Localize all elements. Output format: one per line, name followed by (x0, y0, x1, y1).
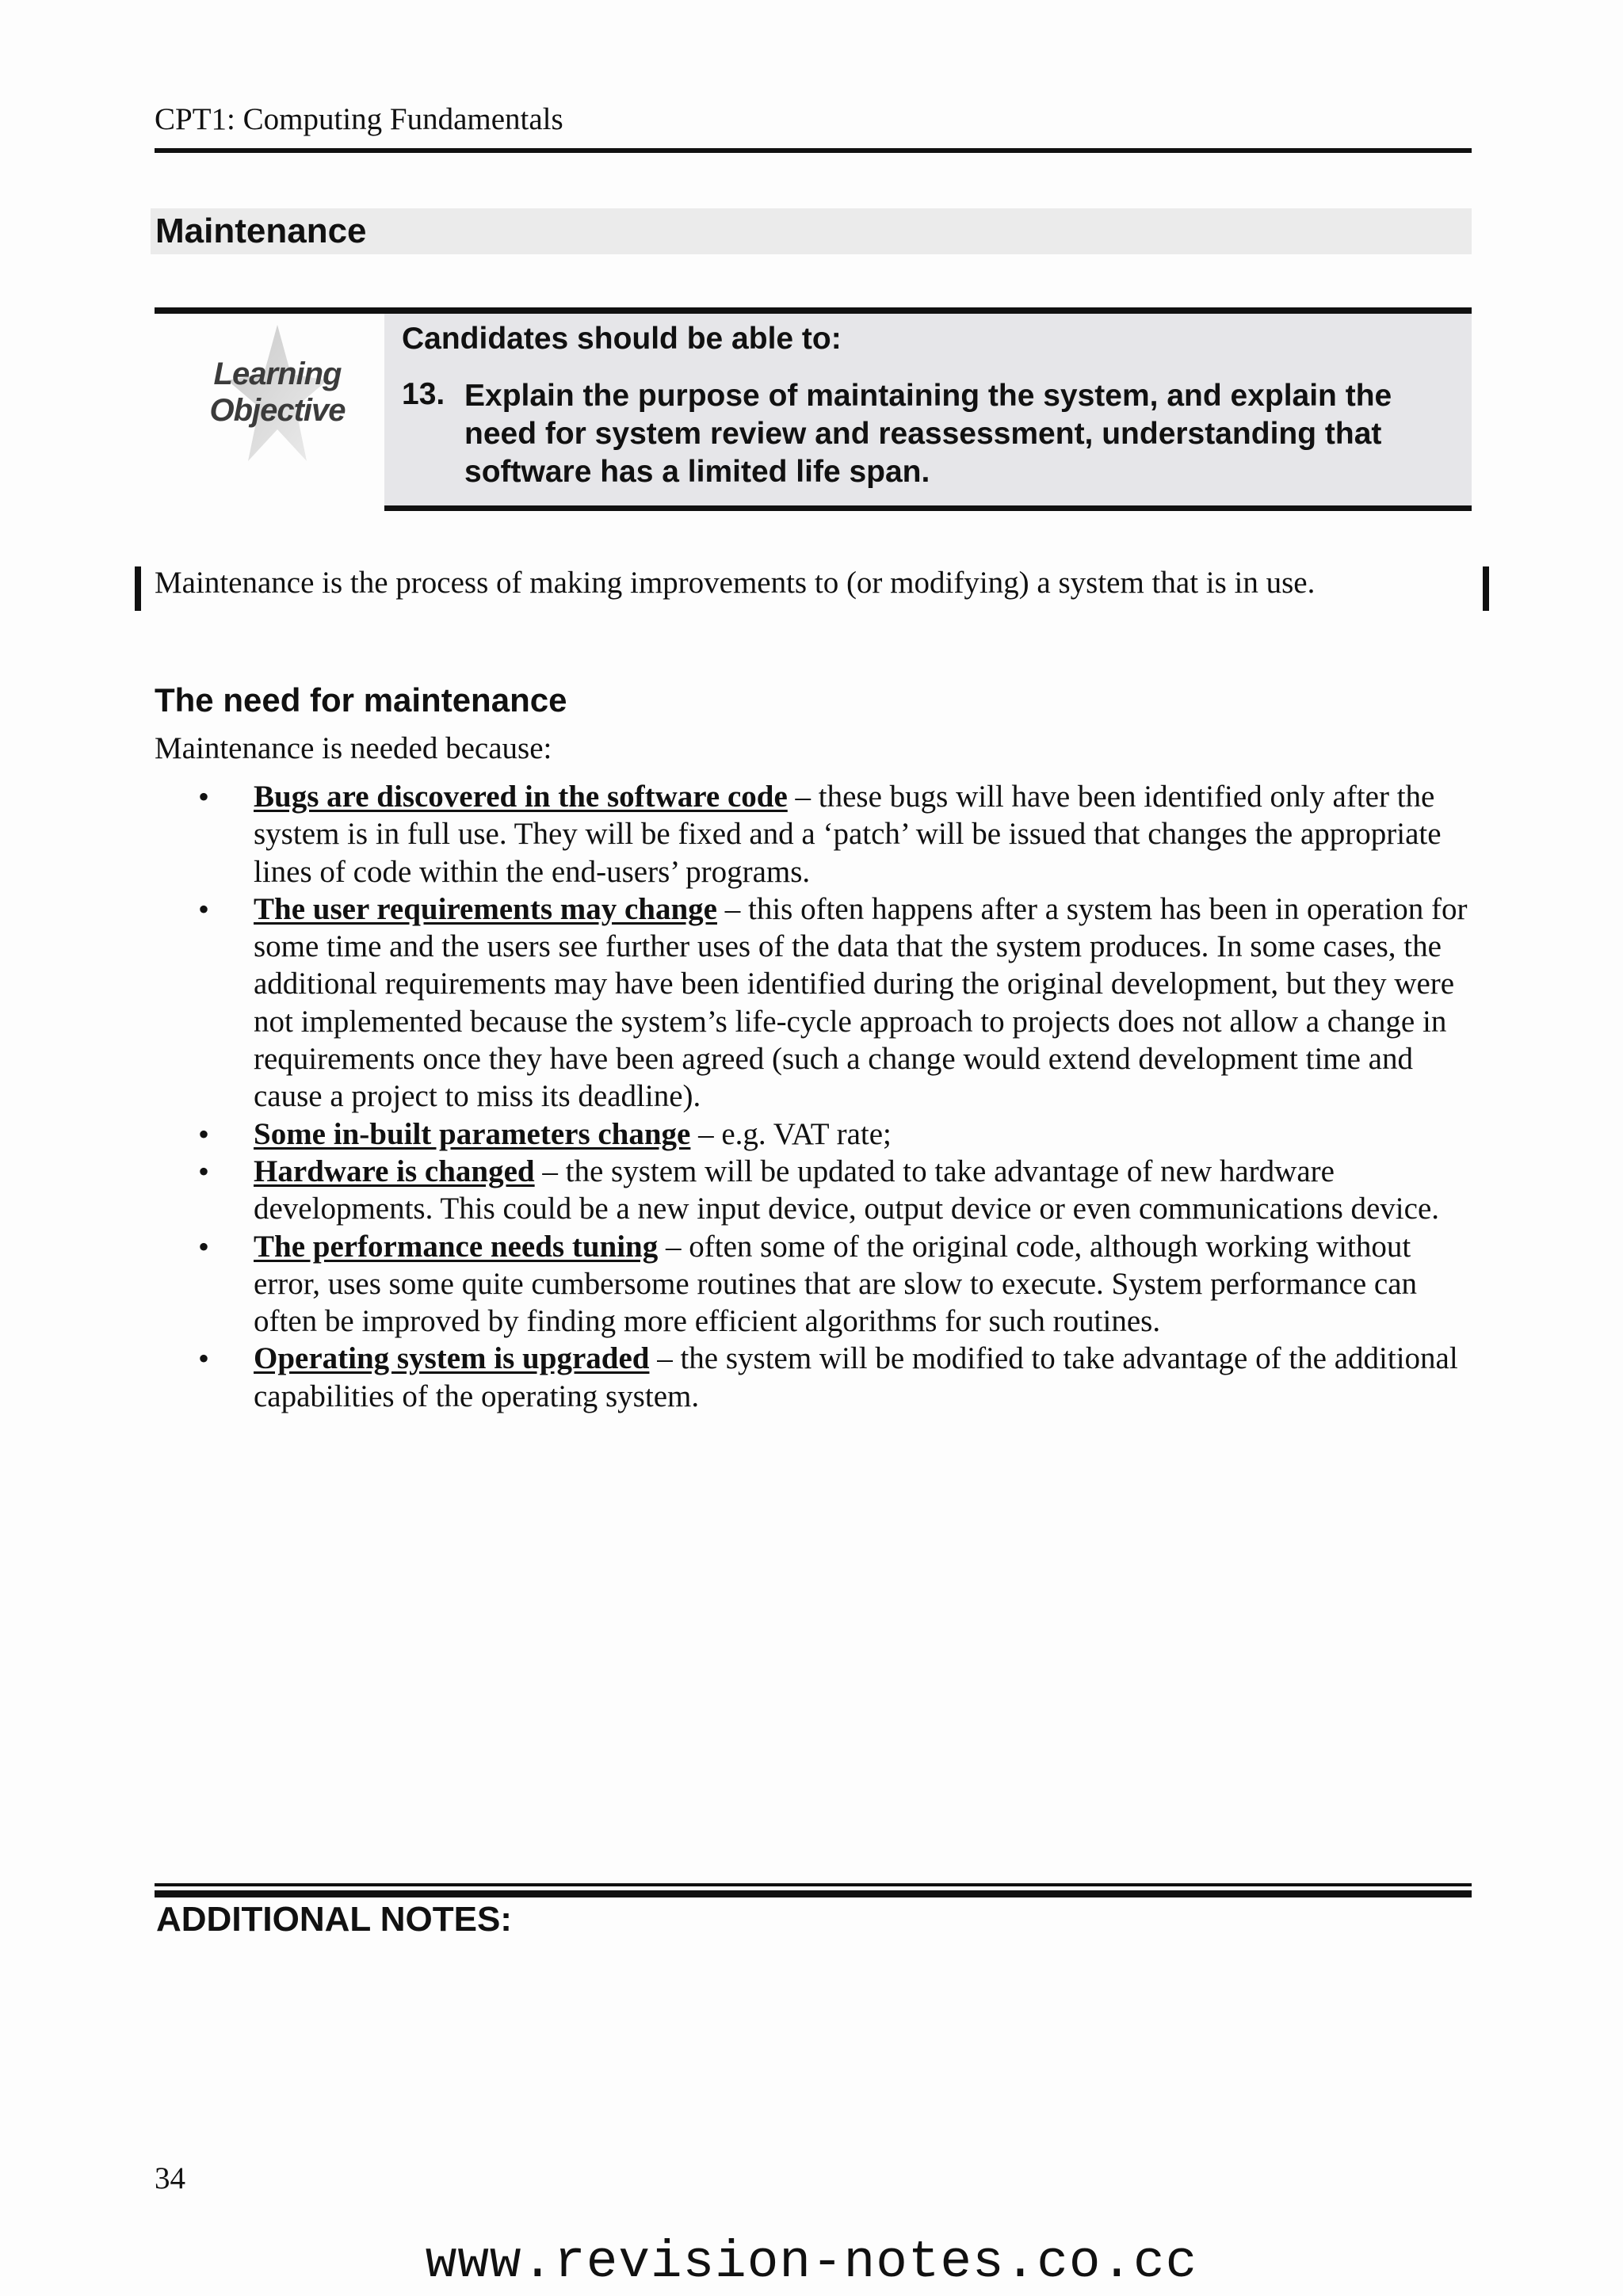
header-rule (155, 148, 1472, 153)
list-item (198, 1153, 1482, 1228)
badge-line-2: Objective (209, 393, 346, 428)
change-bar-left (135, 566, 141, 611)
bullet-icon: • (198, 779, 210, 814)
running-header: CPT1: Computing Fundamentals (155, 102, 563, 136)
bullet-icon: • (198, 1228, 210, 1264)
item-text: – e.g. VAT rate; (690, 1116, 892, 1151)
list-item (198, 891, 1482, 1116)
item-text: – this often happens after a system has been in operation for some time and the users see further uses of the data that the system produces. In some cases, the additional requirements may have been identified during the original development, but they were not implemented because the system’s life-cycle approach to projects does not allow a change in requirements once they have been agreed (such a change would extend development time and cause a project to miss its deadline). (254, 891, 1468, 1114)
item-text: – the system will be updated to take advantage of new hardware developments. This could be a new input device, output device or even communications device. (254, 1154, 1440, 1226)
objective-number: 13. (402, 377, 445, 411)
bullet-icon: • (198, 1153, 210, 1189)
footer-url: www.revision-notes.co.cc (425, 2233, 1198, 2292)
list-item (198, 1116, 1482, 1153)
change-bar-right (1483, 566, 1489, 611)
section-title: Maintenance (151, 208, 1472, 254)
item-text: – the system will be modified to take advantage of the additional capabilities of the operating system. (254, 1341, 1458, 1413)
objective-top-rule (155, 307, 1472, 314)
objective-text: Explain the purpose of maintaining the system, and explain the need for system review and reassessment, understanding that software has a limited life span. (464, 379, 1392, 489)
additional-notes-heading: ADDITIONAL NOTES: (156, 1900, 512, 1939)
item-term: The user requirements may change (254, 891, 717, 926)
item-term: Hardware is changed (254, 1154, 535, 1188)
notes-rule-thick (155, 1890, 1472, 1897)
learning-objective-badge (194, 325, 361, 463)
reasons-list (198, 778, 1482, 1415)
item-term: Bugs are discovered in the software code (254, 780, 788, 814)
intro-paragraph: Maintenance is the process of making improvements to (or modifying) a system that is in use. (155, 566, 1316, 600)
bullet-icon: • (198, 1116, 210, 1152)
item-term: The performance needs tuning (254, 1229, 659, 1264)
page-number: 34 (155, 2161, 185, 2195)
subsection-heading: The need for maintenance (155, 681, 567, 719)
item-text: – often some of the original code, although working without error, uses some quite cumbersome routines that are slow to execute. System performance can often be improved by finding more efficient algorithms for such routines. (254, 1229, 1418, 1339)
badge-line-1: Learning (213, 357, 342, 391)
lead-sentence: Maintenance is needed because: (155, 731, 552, 765)
item-term: Operating system is upgraded (254, 1341, 650, 1376)
objective-heading: Candidates should be able to: (402, 322, 842, 356)
list-item (198, 1228, 1482, 1341)
item-text: – these bugs will have been identified only after the system is in full use. They will be fixed and a ‘patch’ will be issued that changes the appropriate lines of code within the end-users’ programs. (254, 780, 1442, 889)
bullet-icon: • (198, 891, 210, 927)
list-item (198, 778, 1482, 891)
learning-objective-box (384, 314, 1472, 507)
list-item (198, 1340, 1482, 1415)
bullet-icon: • (198, 1341, 210, 1377)
notes-rule-thin (155, 1883, 1472, 1886)
objective-bottom-rule (384, 505, 1472, 511)
item-term: Some in-built parameters change (254, 1116, 691, 1151)
